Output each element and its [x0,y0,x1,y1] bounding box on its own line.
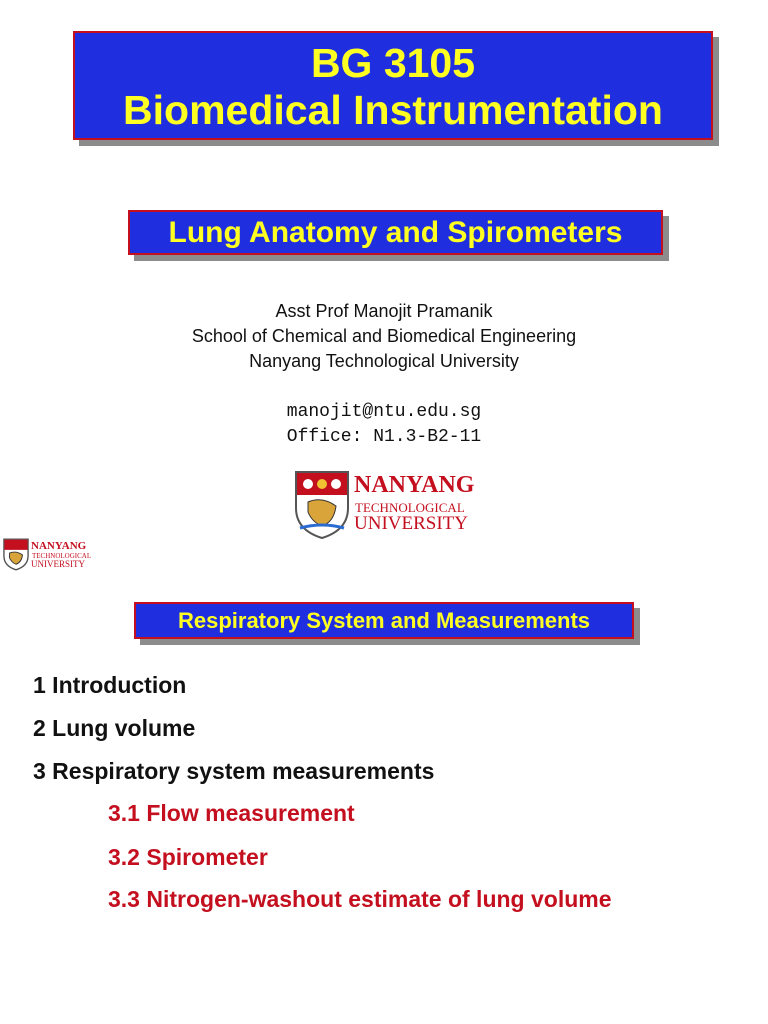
outline-item-nitrogen-washout: 3.3 Nitrogen-washout estimate of lung volume [108,886,612,912]
author-email: manojit@ntu.edu.sg [286,402,482,422]
author-name: Asst Prof Manojit Pramanik [275,301,493,321]
logo-small-line3: UNIVERSITY [31,559,85,569]
ntu-crest-small-icon [3,538,29,571]
outline-item-spirometer: 3.2 Spirometer [108,844,268,870]
section-title: Respiratory System and Measurements [134,602,634,639]
course-title: Biomedical Instrumentation [123,87,663,133]
outline-item-respiratory-measurements: 3 Respiratory system measurements [33,758,435,784]
outline-item-flow-measurement: 3.1 Flow measurement [108,800,355,826]
ntu-logo-small [3,538,103,572]
logo-line3: UNIVERSITY [354,513,468,534]
lecture-title: Lung Anatomy and Spirometers [128,210,663,255]
ntu-logo [294,470,494,540]
logo-small-line2: TECHNOLOGICAL [32,552,92,560]
author-university: Nanyang Technological University [249,351,519,371]
ntu-crest-icon [294,470,350,540]
logo-line1: NANYANG [354,472,475,498]
author-office: Office: N1.3-B2-11 [286,427,482,447]
outline-item-lung-volume: 2 Lung volume [33,715,196,741]
author-school: School of Chemical and Biomedical Engineering [191,326,577,346]
title-box [73,31,713,140]
logo-line2: TECHNOLOGICAL [355,500,465,515]
outline-item-introduction: 1 Introduction [33,672,187,698]
course-code: BG 3105 [310,40,476,86]
logo-small-line1: NANYANG [31,540,87,552]
